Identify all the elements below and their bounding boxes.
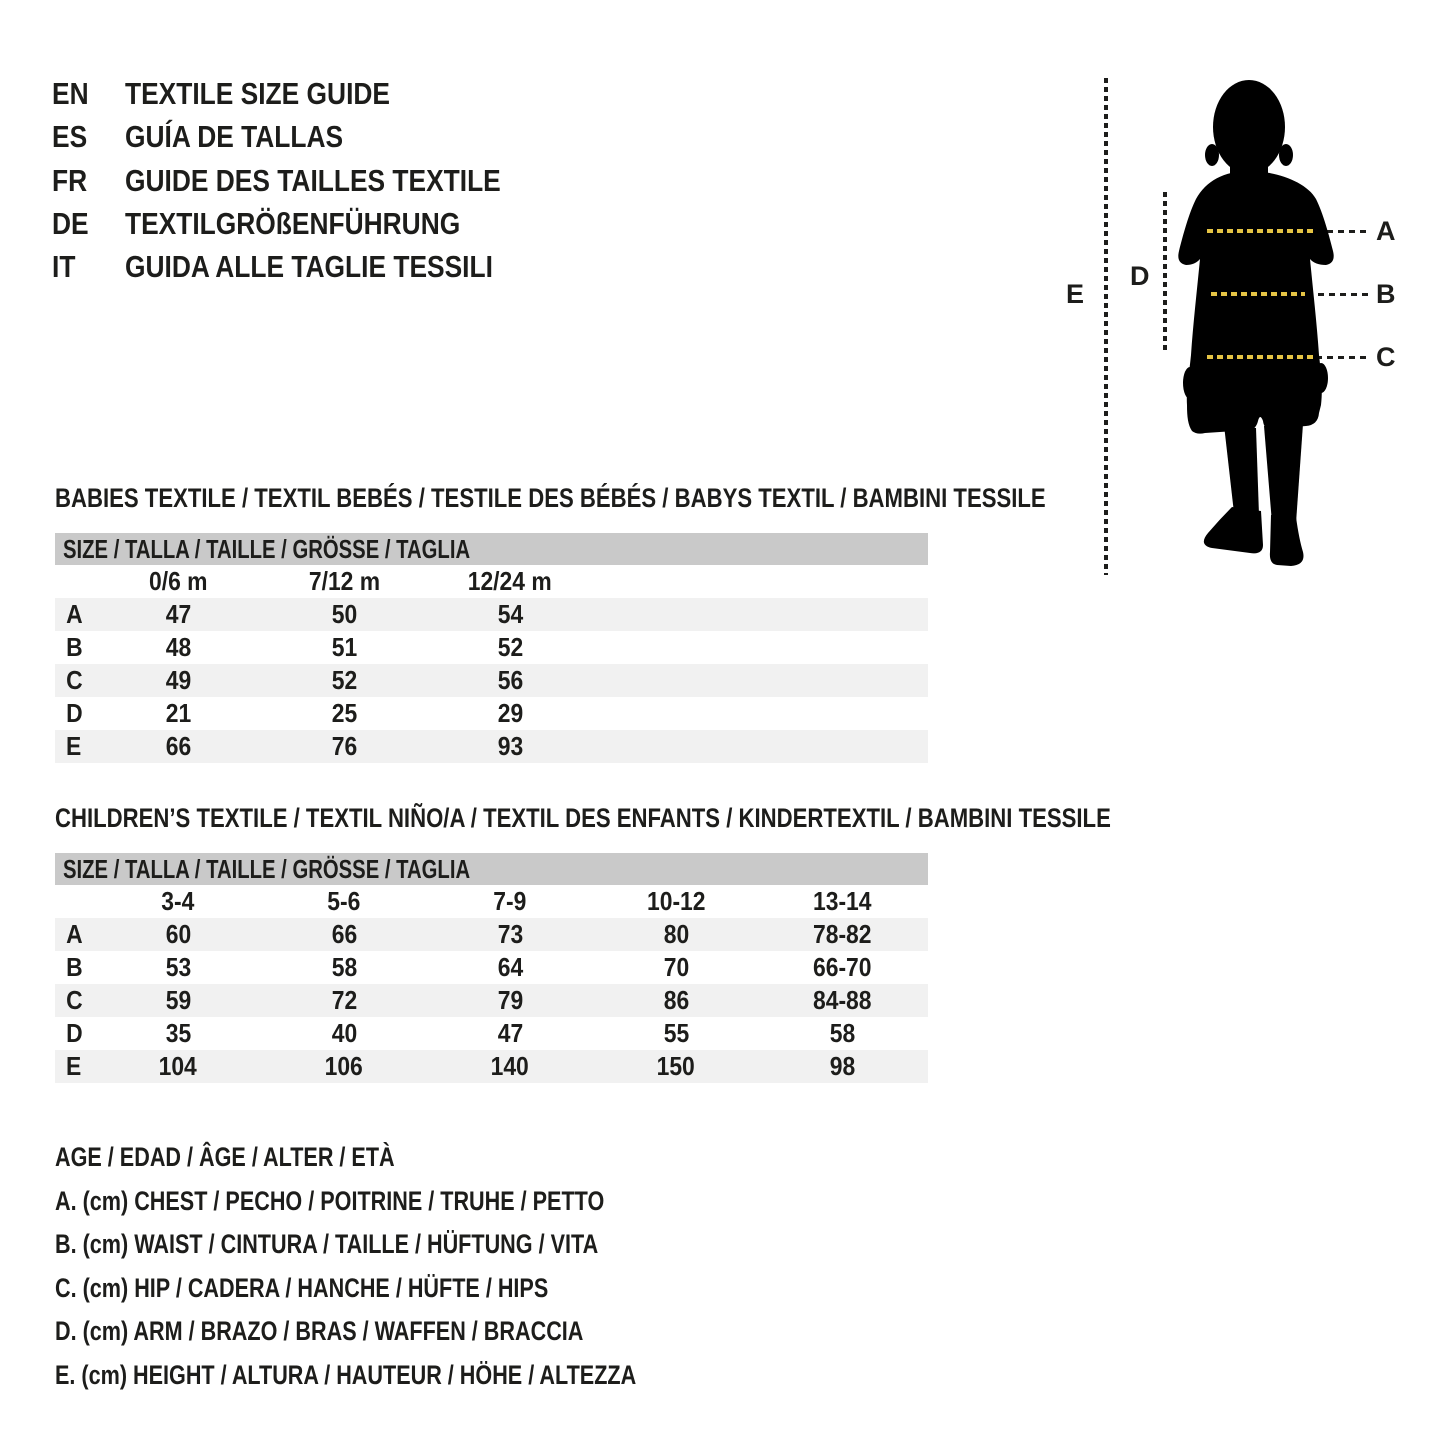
table-cell: 150	[656, 1051, 696, 1081]
table-cell: 78-82	[812, 919, 872, 949]
table-cell: 104	[158, 1051, 198, 1081]
row-label: D	[66, 1018, 83, 1048]
table-cell: 58	[331, 952, 357, 982]
row-label: D	[66, 698, 83, 728]
children-row-d	[55, 1017, 928, 1050]
children-row-a	[55, 918, 928, 951]
children-row-b	[55, 951, 928, 984]
babies-size-header-text: SIZE / TALLA / TAILLE / GRÖSSE / TAGLIA	[63, 534, 471, 564]
table-cell: 66	[331, 919, 357, 949]
children-size-header-bar	[55, 853, 928, 885]
table-cell: 79	[497, 985, 523, 1015]
table-cell: 93	[497, 731, 523, 761]
row-label: C	[66, 665, 83, 695]
lang-code-en: EN	[52, 76, 89, 111]
lang-title-de: TEXTILGRÖßENFÜHRUNG	[125, 206, 461, 241]
waist-measure-line-b-body	[1211, 292, 1305, 296]
row-label: C	[66, 985, 83, 1015]
children-col-header: 7-9	[493, 886, 527, 916]
children-table-title	[55, 803, 1343, 833]
lang-code-es: ES	[52, 119, 88, 154]
hip-measure-line-c-body	[1207, 355, 1315, 359]
lang-title-en: TEXTILE SIZE GUIDE	[125, 76, 391, 111]
legend-age: AGE / EDAD / ÂGE / ALTER / ETÀ	[55, 1142, 395, 1172]
lang-code-de: DE	[52, 206, 89, 241]
lang-title-fr: GUIDE DES TAILLES TEXTILE	[125, 163, 501, 198]
table-cell: 50	[331, 599, 357, 629]
table-cell: 49	[165, 665, 191, 695]
legend-waist: B. (cm) WAIST / CINTURA / TAILLE / HÜFTUNG / VITA	[55, 1229, 599, 1259]
babies-row-c	[55, 664, 928, 697]
table-cell: 56	[497, 665, 523, 695]
babies-row-b	[55, 631, 928, 664]
children-column-header-row	[55, 885, 928, 918]
legend-chest: A. (cm) CHEST / PECHO / POITRINE / TRUHE / PETTO	[55, 1186, 605, 1216]
table-cell: 21	[165, 698, 191, 728]
table-cell: 98	[829, 1051, 855, 1081]
table-cell: 76	[331, 731, 357, 761]
table-cell: 52	[331, 665, 357, 695]
table-cell: 58	[829, 1018, 855, 1048]
table-cell: 51	[331, 632, 357, 662]
measure-label-a: A	[1376, 216, 1396, 246]
row-label: E	[66, 731, 82, 761]
row-label: A	[66, 599, 83, 629]
children-col-header: 5-6	[327, 886, 361, 916]
table-cell: 66	[165, 731, 191, 761]
table-cell: 66-70	[812, 952, 872, 982]
babies-row-d	[55, 697, 928, 730]
lang-title-it: GUIDA ALLE TAGLIE TESSILI	[125, 249, 493, 284]
babies-size-header-bar	[55, 533, 928, 565]
children-col-header: 3-4	[161, 886, 195, 916]
table-cell: 64	[497, 952, 523, 982]
children-row-e	[55, 1050, 928, 1083]
babies-table-title	[55, 483, 1263, 513]
children-row-c	[55, 984, 928, 1017]
measure-label-e: E	[1066, 279, 1085, 309]
table-cell: 59	[165, 985, 191, 1015]
babies-col-header: 0/6 m	[148, 566, 208, 596]
row-label: E	[66, 1051, 82, 1081]
babies-row-a	[55, 598, 928, 631]
row-label: B	[66, 952, 83, 982]
legend-arm: D. (cm) ARM / BRAZO / BRAS / WAFFEN / BRACCIA	[55, 1316, 584, 1346]
babies-table	[55, 565, 928, 763]
lang-code-it: IT	[52, 249, 76, 284]
children-col-header: 13-14	[812, 886, 872, 916]
table-cell: 72	[331, 985, 357, 1015]
row-label: A	[66, 919, 83, 949]
table-cell: 29	[497, 698, 523, 728]
chest-measure-line-a-body	[1207, 229, 1313, 233]
table-cell: 52	[497, 632, 523, 662]
measure-label-c: C	[1376, 342, 1396, 372]
babies-col-header: 12/24 m	[468, 566, 552, 596]
table-cell: 55	[663, 1018, 689, 1048]
lang-title-es: GUÍA DE TALLAS	[125, 119, 344, 154]
lang-code-fr: FR	[52, 163, 88, 198]
table-cell: 48	[165, 632, 191, 662]
measure-label-b: B	[1376, 279, 1396, 309]
table-cell: 47	[165, 599, 191, 629]
table-cell: 84-88	[812, 985, 872, 1015]
table-cell: 73	[497, 919, 523, 949]
legend-hip: C. (cm) HIP / CADERA / HANCHE / HÜFTE / HIPS	[55, 1273, 549, 1303]
table-cell: 54	[497, 599, 523, 629]
legend-height: E. (cm) HEIGHT / ALTURA / HAUTEUR / HÖHE / ALTEZZA	[55, 1360, 637, 1390]
arm-measure-line-d	[1163, 192, 1167, 350]
babies-column-header-row	[55, 565, 928, 598]
row-label: B	[66, 632, 83, 662]
table-cell: 35	[165, 1018, 191, 1048]
table-cell: 86	[663, 985, 689, 1015]
children-table	[55, 885, 928, 1083]
measure-label-d: D	[1130, 261, 1150, 291]
table-cell: 47	[497, 1018, 523, 1048]
table-cell: 53	[165, 952, 191, 982]
children-table-title-text: CHILDREN’S TEXTILE / TEXTIL NIÑO/A / TEXTIL DES ENFANTS / KINDERTEXTIL / BAMBINI TESSILE	[55, 803, 1111, 833]
table-cell: 25	[331, 698, 357, 728]
babies-col-header: 7/12 m	[308, 566, 380, 596]
babies-row-e	[55, 730, 928, 763]
table-cell: 106	[324, 1051, 364, 1081]
table-cell: 140	[490, 1051, 530, 1081]
children-col-header: 10-12	[646, 886, 706, 916]
table-cell: 80	[663, 919, 689, 949]
children-size-header-text: SIZE / TALLA / TAILLE / GRÖSSE / TAGLIA	[63, 854, 471, 884]
babies-table-title-text: BABIES TEXTILE / TEXTIL BEBÉS / TESTILE DES BÉBÉS / BABYS TEXTIL / BAMBINI TESSILE	[55, 483, 1046, 513]
table-cell: 40	[331, 1018, 357, 1048]
table-cell: 70	[663, 952, 689, 982]
child-silhouette-icon	[1172, 75, 1340, 575]
table-cell: 60	[165, 919, 191, 949]
